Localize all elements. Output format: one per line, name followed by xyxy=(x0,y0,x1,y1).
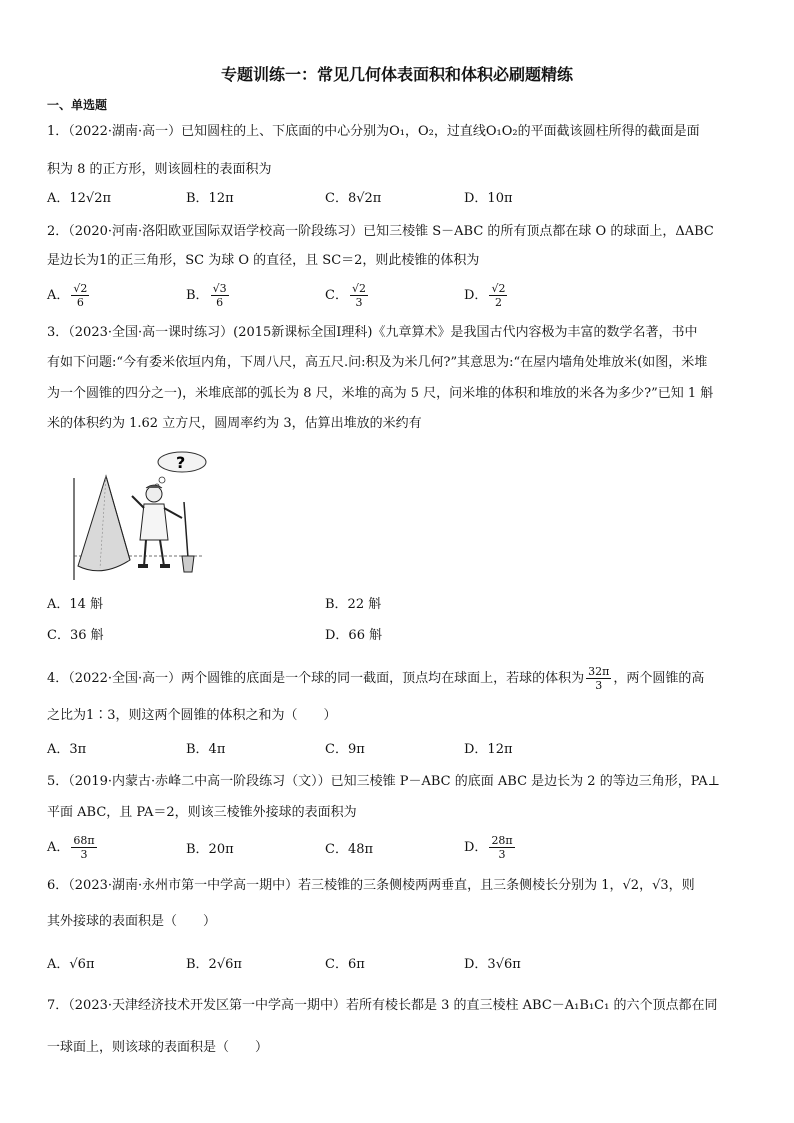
q5-a-numerator: 68π xyxy=(73,834,95,847)
q1-option-a: A．12√2π xyxy=(47,191,112,206)
q4-sphere-volume-fraction xyxy=(586,665,611,692)
q5-d-numerator: 28π xyxy=(491,834,513,847)
q3-line-4: 米的体积约为 1.62 立方尺，圆周率约为 3，估算出堆放的米约有 xyxy=(47,416,422,431)
q3-option-d: D．66 斛 xyxy=(325,628,383,643)
q2-b-denominator: 6 xyxy=(216,296,224,309)
q5-option-d-fraction xyxy=(489,834,514,861)
q6-option-a: A．√6π xyxy=(47,957,95,972)
q4-option-c: C．9π xyxy=(325,742,365,757)
q4-option-b: B．4π xyxy=(186,742,226,757)
q2-option-d-label: D． xyxy=(464,288,488,303)
q2-option-c xyxy=(325,282,370,309)
q5-option-a xyxy=(47,834,99,861)
q2-d-denominator: 2 xyxy=(494,296,502,309)
q3-option-c: C．36 斛 xyxy=(47,628,104,643)
q4-option-a: A．3π xyxy=(47,742,87,757)
section-heading: 一、单选题 xyxy=(47,98,108,112)
rice-pile-figure xyxy=(64,448,214,588)
q6-line-1: 6．（2023·湖南·永州市第一中学高一期中）若三棱锥的三条侧棱两两垂直，且三条侧棱长分别为 1，√2，√3，则 xyxy=(47,878,695,893)
q4-volume-numerator: 32π xyxy=(588,665,610,678)
q2-option-b-fraction xyxy=(211,282,229,309)
q5-d-denominator: 3 xyxy=(498,848,506,861)
q5-option-a-label: A． xyxy=(47,840,70,855)
q6-option-c: C．6π xyxy=(325,957,365,972)
q7-line-1: 7．（2023·天津经济技术开发区第一中学高一期中）若所有棱长都是 3 的直三棱柱 ABC－A₁B₁C₁ 的六个顶点都在同 xyxy=(47,998,718,1013)
page-title: 专题训练一：常见几何体表面积和体积必刷题精练 xyxy=(220,65,573,84)
q4-line-1-start: 4．（2022·全国·高一）两个圆锥的底面是一个球的同一截面，顶点均在球面上，若球的体积为 xyxy=(47,671,585,686)
q4-option-d: D．12π xyxy=(464,742,513,757)
q5-option-d-label: D． xyxy=(464,840,488,855)
q5-option-c: C．48π xyxy=(325,842,374,857)
q5-option-b: B．20π xyxy=(186,842,234,857)
q2-a-numerator: √2 xyxy=(73,282,88,295)
q2-option-c-fraction xyxy=(350,282,368,309)
q4-line-1-end: ，两个圆锥的高 xyxy=(613,671,705,686)
q2-option-c-label: C． xyxy=(325,288,348,303)
q1-option-b: B．12π xyxy=(186,191,234,206)
q1-option-d: D．10π xyxy=(464,191,513,206)
q2-option-a-fraction xyxy=(71,282,89,309)
q4-line-2: 之比为1∶3，则这两个圆锥的体积之和为（ ） xyxy=(47,708,337,723)
q2-c-denominator: 3 xyxy=(355,296,363,309)
q6-line-2: 其外接球的表面积是（ ） xyxy=(47,914,217,929)
q3-option-a: A．14 斛 xyxy=(47,597,104,612)
q3-line-2: 有如下问题:“今有委米依垣内角，下周八尺，高五尺.问:积及为米几何?”其意思为:“在屋内墙角处堆放米(如图，米堆 xyxy=(47,355,708,370)
q1-option-c: C．8√2π xyxy=(325,191,382,206)
q4-volume-denominator: 3 xyxy=(595,679,603,692)
q5-option-d xyxy=(464,834,517,861)
q3-line-1: 3．（2023·全国·高一课时练习）(2015新课标全国I理科)《九章算术》是我国古代内容极为丰富的数学名著，书中 xyxy=(47,325,698,340)
q3-line-3: 为一个圆锥的四分之一)，米堆底部的弧长为 8 尺，米堆的高为 5 尺，问米堆的体积和堆放的米各为多少?”已知 1 斛 xyxy=(47,386,714,401)
q6-option-b: B．2√6π xyxy=(186,957,242,972)
q2-b-numerator: √3 xyxy=(212,282,227,295)
q4-line-1 xyxy=(47,665,704,692)
q1-line-2: 积为 8 的正方形，则该圆柱的表面积为 xyxy=(47,162,272,177)
question-mark: ? xyxy=(176,453,186,472)
q7-line-2: 一球面上，则该球的表面积是（ ） xyxy=(47,1040,269,1055)
q5-line-1: 5．（2019·内蒙古·赤峰二中高一阶段练习（文））已知三棱锥 P－ABC 的底面 ABC 是边长为 2 的等边三角形，PA⊥ xyxy=(47,774,720,789)
q2-option-d-fraction xyxy=(489,282,507,309)
q5-line-2: 平面 ABC，且 PA＝2，则该三棱锥外接球的表面积为 xyxy=(47,805,357,820)
q2-option-b xyxy=(186,282,231,309)
rice-pile-illustration xyxy=(64,448,214,588)
q2-option-a xyxy=(47,282,91,309)
q2-line-2: 是边长为1的正三角形，SC 为球 O 的直径，且 SC＝2，则此棱锥的体积为 xyxy=(47,253,480,268)
q2-option-a-label: A． xyxy=(47,288,70,303)
q2-line-1: 2．（2020·河南·洛阳欧亚国际双语学校高一阶段练习）已知三棱锥 S－ABC 的所有顶点都在球 O 的球面上，ΔABC xyxy=(47,224,714,239)
q2-option-b-label: B． xyxy=(186,288,209,303)
q3-option-b: B．22 斛 xyxy=(325,597,382,612)
q5-a-denominator: 3 xyxy=(80,848,88,861)
q1-line-1: 1．（2022·湖南·高一）已知圆柱的上、下底面的中心分别为O₁，O₂，过直线O₁O₂的平面截该圆柱所得的截面是面 xyxy=(47,124,700,139)
q6-option-d: D．3√6π xyxy=(464,957,521,972)
q2-a-denominator: 6 xyxy=(76,296,84,309)
q2-c-numerator: √2 xyxy=(351,282,366,295)
q5-option-a-fraction xyxy=(71,834,96,861)
q2-option-d xyxy=(464,282,509,309)
q2-d-numerator: √2 xyxy=(491,282,506,295)
